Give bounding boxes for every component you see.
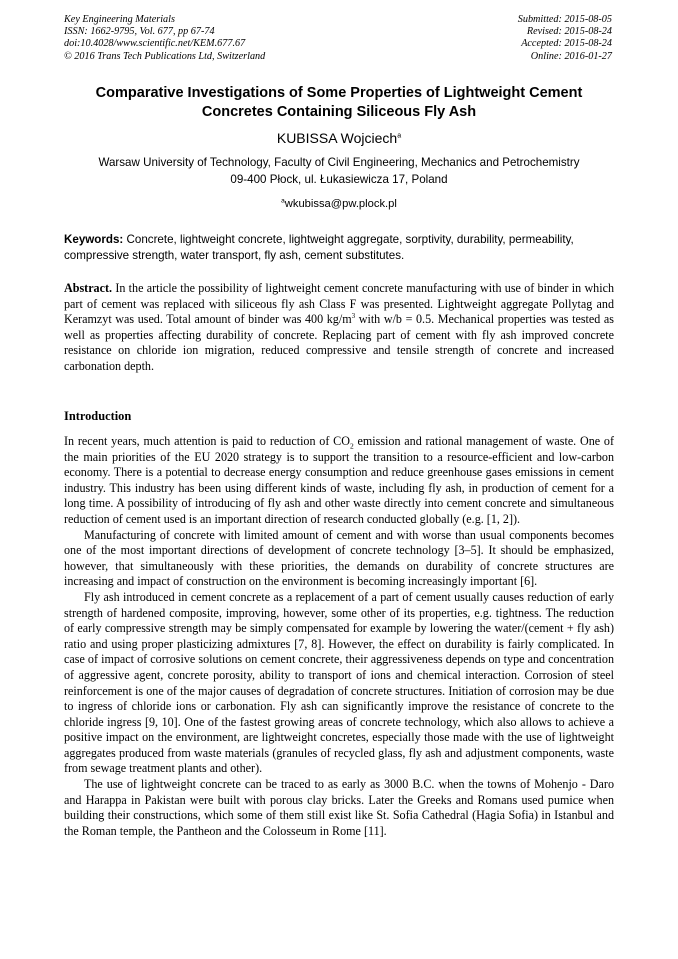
copyright-line: © 2016 Trans Tech Publications Ltd, Switzerland [64,50,266,62]
abstract-superscript: 3 [351,312,356,321]
author-email-line [0,197,678,211]
intro-paragraph-3: Fly ash introduced in cement concrete as a replacement of a part of cement usually causes reduction of early strength of hardened composite, improving, however, some other of its properties, e.g. tightness. The reduction of early compressive strength may be simply compensated for example by lowering the water/(cement + fly ash) ratio and using proper plasticizing admixtures [7, 8]. However, the effect on durability is fairly complicated. In case of impact of corrosive solutions on cement concrete, their aggressiveness depends on type and concentration of aggressive agent, concrete porosity, ability to transport of ions and chemical interaction. Corrosion of steel reinforcement is one of the major causes of degradation of concrete structures. Initiation of corrosion may be due to ingress of chloride ions or carbonation. Fly ash can significantly improve the resistance of concrete to the chloride ingress [9, 10]. One of the fastest growing areas of concrete technology, which also allows to achieve a positive impact on the environment, are lightweight concretes, especially those made with the use of lightweight aggregates produced from waste materials (granules of recycled glass, fly ash and adjustment components, waste from sewage treatment plants and other). [64,589,614,776]
doi-line: doi:10.4028/www.scientific.net/KEM.677.67 [64,38,246,50]
title-line-1: Comparative Investigations of Some Properties of Lightweight Cement [95,85,583,101]
email-mark: a [281,197,285,205]
affiliation [40,154,638,188]
affiliation-line-1: Warsaw University of Technology, Faculty of Civil Engineering, Mechanics and Petrochemistry [98,156,580,169]
author-affiliation-mark: a [397,132,402,140]
journal-name: Key Engineering Materials [64,14,175,25]
co2-subscript: 2 [349,441,354,451]
introduction-heading: Introduction [64,409,132,423]
affiliation-line-2: 09-400 Płock, ul. Łukasiewicza 17, Poland [230,173,448,186]
revised-date: Revised: 2015-08-24 [526,26,612,38]
intro-p1-text-b: emission and rational management of waste. One of the main priorities of the EU 2020 strategy is to support the transition to a resource-efficient and low-carbon economy. There is a potential to decrease energy consumption and reduce greenhouse gases emissions in cement industry. This industry has been using different kinds of waste, including fly ash, in production of cement for a long time. A possibility of introducing of fly ash and other waste directly into cement concrete and simultaneous reduction of cement used is an important direction of research conducted globally (e.g. [1, 2]). [64,434,614,526]
abstract-label: Abstract. [64,281,113,295]
abstract-text-part-1: In the article the possibility of lightweight cement concrete manufacturing with use of binder in which part of cement was replaced with siliceous fly ash Class F was presented. Lightweight aggregate Pollytag and Keramzyt was used. Total amount of binder was 400 kg/m [64,281,614,327]
keywords-text: Concrete, lightweight concrete, lightweight aggregate, sorptivity, durability, permeability, compressive strength, water transport, fly ash, cement substitutes. [64,233,574,262]
paper-title [50,84,628,122]
keywords-section [64,232,614,264]
publication-dates [518,14,612,63]
intro-paragraph-2: Manufacturing of concrete with limited amount of cement and with worse than usual components becomes one of the most important directions of development of concrete technology [3–5]. It should be emphasized, however, that simultaneously with these priorities, the demands on durability of concrete structures are increasing and impact of construction on the environment is becoming increasingly important [6]. [64,527,614,589]
author-email[interactable]: wkubissa@pw.plock.pl [284,198,397,210]
abstract-text-part-2: with w/b = 0.5. Mechanical properties was tested as well as properties affecting durability of concrete. Replacing part of cement with fly ash improved concrete resistance on chloride ion migration, reduced compressive and tensile strength of concrete and increased carbonation depth. [64,312,615,373]
intro-p1-text-a: In recent years, much attention is paid to reduction of CO [64,434,350,448]
accepted-date: Accepted: 2015-08-24 [521,38,612,50]
introduction-body [64,434,614,839]
abstract-section [64,281,614,375]
author-name: KUBISSA Wojciech [276,130,398,146]
journal-info [64,14,265,63]
title-line-2: Concretes Containing Siliceous Fly Ash [201,104,477,120]
keywords-label: Keywords: [64,233,124,246]
intro-paragraph-4: The use of lightweight concrete can be traced to as early as 3000 B.C. when the towns of Mohenjo - Daro and Harappa in Pakistan were built with porous clay bricks. Later the Greeks and Romans used pumice when building their constructions, which some of them still exist like St. Sofia Cathedral (Hagia Sofia) in Istanbul and the Roman temple, the Pantheon and the Colosseum in Rome [11]. [64,777,614,838]
issn-line: ISSN: 1662-9795, Vol. 677, pp 67-74 [64,26,215,38]
online-date: Online: 2016-01-27 [530,50,612,62]
author-line [0,129,678,147]
intro-paragraph-1 [64,434,614,528]
submitted-date: Submitted: 2015-08-05 [517,14,612,25]
